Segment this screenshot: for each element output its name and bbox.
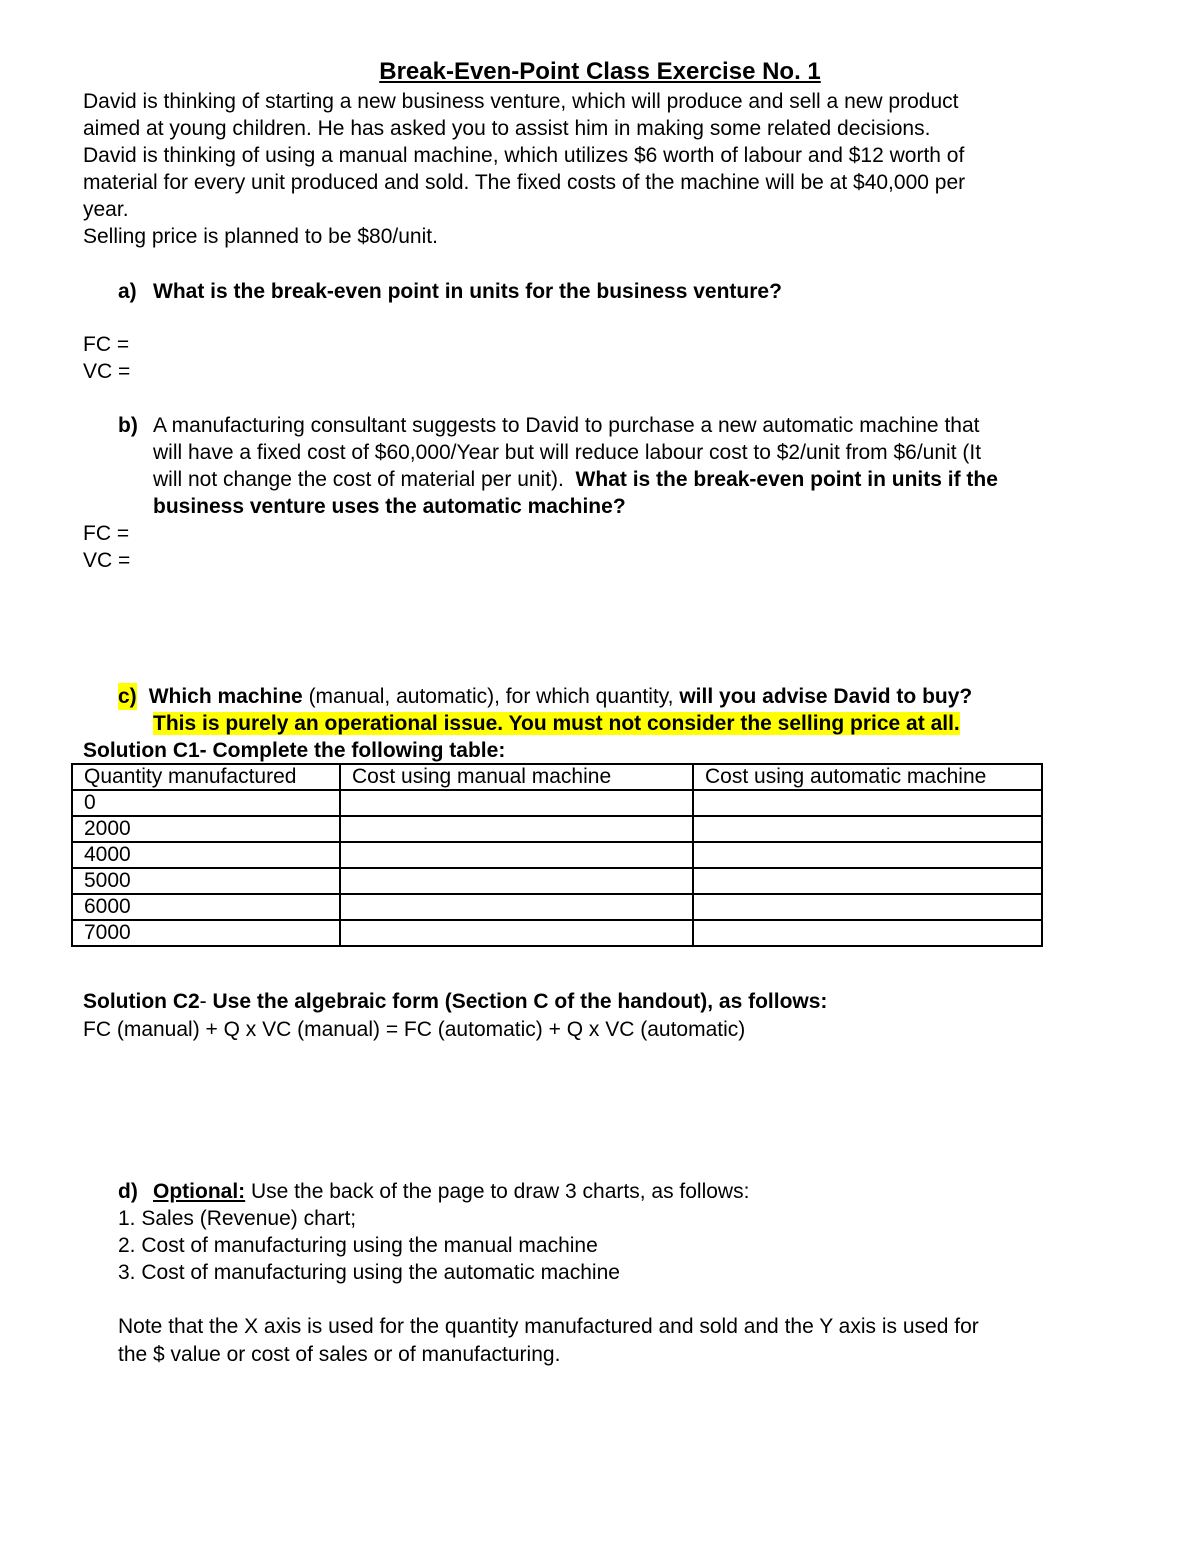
quantity-cell: 5000 xyxy=(72,868,340,894)
question-c-bold: will you advise David to buy? xyxy=(679,685,973,708)
intro-line: David is thinking of starting a new business venture, which will produce and sell a new product xyxy=(83,90,959,113)
question-b-question: What is the break-even point in units if the xyxy=(575,468,998,491)
question-a-vc: VC = xyxy=(83,360,131,383)
note-line: the $ value or cost of sales or of manufacturing. xyxy=(118,1343,561,1366)
question-d-label: d) xyxy=(118,1180,138,1203)
table-row xyxy=(72,842,1042,868)
quantity-cell: 6000 xyxy=(72,894,340,920)
question-d xyxy=(118,1178,749,1205)
list-item: 2. Cost of manufacturing using the manual machine xyxy=(118,1234,598,1257)
question-b-line: A manufacturing consultant suggests to David to purchase a new automatic machine that xyxy=(153,414,980,437)
question-b-line-plain: will not change the cost of material per unit). xyxy=(153,468,564,491)
question-a-label: a) xyxy=(118,280,137,303)
automatic-cost-cell[interactable] xyxy=(693,868,1042,894)
solution-c1-heading: Solution C1- Complete the following table: xyxy=(83,739,506,762)
manual-cost-cell[interactable] xyxy=(340,894,693,920)
question-a xyxy=(118,278,782,305)
question-c-highlight xyxy=(153,710,960,737)
question-c-bold: Which machine xyxy=(148,685,303,708)
intro-line: material for every unit produced and sold. The fixed costs of the machine will be at $40,000 per xyxy=(83,171,966,194)
page-title: Break-Even-Point Class Exercise No. 1 xyxy=(379,58,821,85)
question-a-text: What is the break-even point in units for the business venture? xyxy=(153,280,782,303)
table-row xyxy=(72,816,1042,842)
question-c xyxy=(118,683,972,710)
list-item: 3. Cost of manufacturing using the automatic machine xyxy=(118,1261,620,1284)
solution-c2-formula: FC (manual) + Q x VC (manual) = FC (automatic) + Q x VC (automatic) xyxy=(83,1018,746,1041)
solution-c2-heading xyxy=(83,988,827,1015)
table-header-row xyxy=(72,764,1042,790)
automatic-cost-cell[interactable] xyxy=(693,816,1042,842)
manual-cost-cell[interactable] xyxy=(340,920,693,946)
solution-c2-title: Solution C2 xyxy=(83,990,200,1013)
quantity-cell: 7000 xyxy=(72,920,340,946)
cost-table xyxy=(71,763,1043,947)
question-c-plain: (manual, automatic), for which quantity, xyxy=(308,685,674,708)
manual-cost-cell[interactable] xyxy=(340,816,693,842)
column-header: Cost using manual machine xyxy=(340,764,693,790)
table-row xyxy=(72,868,1042,894)
question-b-label: b) xyxy=(118,414,138,437)
automatic-cost-cell[interactable] xyxy=(693,894,1042,920)
automatic-cost-cell[interactable] xyxy=(693,920,1042,946)
automatic-cost-cell[interactable] xyxy=(693,842,1042,868)
manual-cost-cell[interactable] xyxy=(340,842,693,868)
question-a-fc: FC = xyxy=(83,333,130,356)
question-d-text: Use the back of the page to draw 3 charts, as follows: xyxy=(251,1180,750,1203)
question-b-line xyxy=(153,466,998,493)
quantity-cell: 0 xyxy=(72,790,340,816)
intro-line: year. xyxy=(83,198,129,221)
column-header: Quantity manufactured xyxy=(72,764,340,790)
question-b-fc: FC = xyxy=(83,522,130,545)
highlighted-text: This is purely an operational issue. You must not consider the selling price at all. xyxy=(153,712,960,735)
column-header: Cost using automatic machine xyxy=(693,764,1042,790)
question-b xyxy=(118,412,979,439)
question-d-optional: Optional: xyxy=(153,1180,246,1203)
intro-line: David is thinking of using a manual machine, which utilizes $6 worth of labour and $12 worth of xyxy=(83,144,965,167)
question-b-question: business venture uses the automatic machine? xyxy=(153,495,626,518)
manual-cost-cell[interactable] xyxy=(340,790,693,816)
automatic-cost-cell[interactable] xyxy=(693,790,1042,816)
solution-c2-dash: - xyxy=(199,990,207,1013)
table-row xyxy=(72,894,1042,920)
table-row xyxy=(72,790,1042,816)
quantity-cell: 4000 xyxy=(72,842,340,868)
intro-line: aimed at young children. He has asked you to assist him in making some related decisions. xyxy=(83,117,931,140)
question-c-label: c) xyxy=(118,685,137,708)
solution-c2-instruction: Use the algebraic form (Section C of the handout), as follows: xyxy=(212,990,828,1013)
question-b-vc: VC = xyxy=(83,549,131,572)
intro-line: Selling price is planned to be $80/unit. xyxy=(83,225,438,248)
quantity-cell: 2000 xyxy=(72,816,340,842)
table-row xyxy=(72,920,1042,946)
manual-cost-cell[interactable] xyxy=(340,868,693,894)
note-line: Note that the X axis is used for the quantity manufactured and sold and the Y axis is used for xyxy=(118,1315,979,1338)
list-item: 1. Sales (Revenue) chart; xyxy=(118,1207,357,1230)
question-b-line: will have a fixed cost of $60,000/Year but will reduce labour cost to $2/unit from $6/unit (It xyxy=(153,441,982,464)
